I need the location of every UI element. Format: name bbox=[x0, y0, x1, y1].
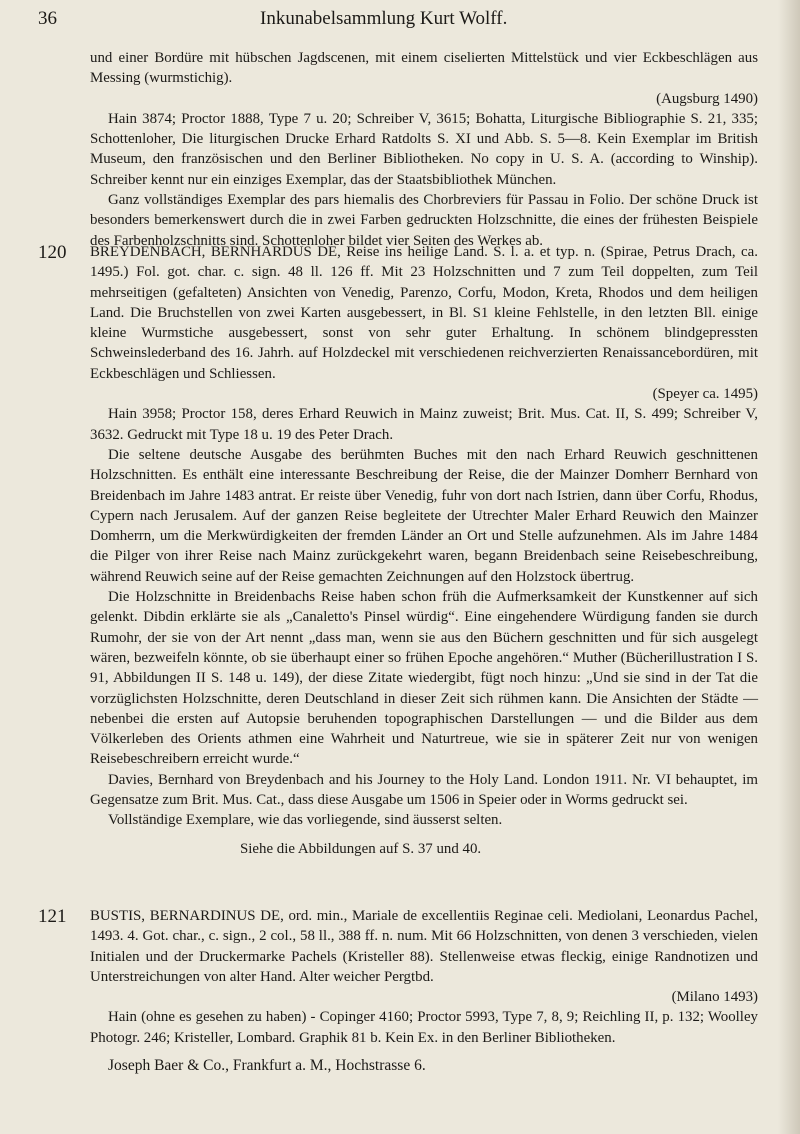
entry-121-references: Hain (ohne es gesehen zu haben) - Copinger 4160; Proctor 5993, Type 7, 8, 9; Reichling II, p. 132; Woolley Photogr. 246; Kristeller, Lombard. Graphik 81 b. Kein Ex. in den Berliner Bibliotheken. bbox=[90, 1009, 758, 1046]
entry-number-120: 120 bbox=[38, 242, 67, 263]
continuation-description: und einer Bordüre mit hübschen Jagdscenen, mit einem ciselierten Mittelstück und vier Eckbeschlägen aus Messing (wurmstichig). bbox=[90, 50, 758, 87]
entry-120-rarity: Vollständige Exemplare, wie das vorliegende, sind äusserst selten. bbox=[108, 812, 503, 829]
entry-120-references: Hain 3958; Proctor 158, deres Erhard Reuwich in Mainz zuweist; Brit. Mus. Cat. II, S. 499; Schreiber V, 3632. Gedruckt mit Type 18 u. 19 des Peter Drach. bbox=[90, 406, 758, 443]
running-head: Inkunabelsammlung Kurt Wolff. bbox=[260, 8, 508, 29]
entry-121-place: (Milano 1493) bbox=[671, 989, 758, 1006]
entry-120-place: (Speyer ca. 1495) bbox=[652, 386, 758, 403]
entry-121 bbox=[90, 906, 758, 1076]
page-number: 36 bbox=[38, 8, 57, 29]
continuation-remarks: Ganz vollständiges Exemplar des pars hiemalis des Chorbreviers für Passau in Folio. Der schöne Druck ist besonders bemerkenswert durch die in zwei Farben gedruckten Holzschnitte, die eines der frühesten Beispiele des Farbenholzschnitts sind. Schottenloher bildet vier Seiten des Werkes ab. bbox=[90, 192, 758, 249]
entry-120-description: BREYDENBACH, BERNHARDUS DE, Reise ins heilige Land. S. l. a. et typ. n. (Spirae, Petrus Drach, ca. 1495.) Fol. got. char. c. sign. 48 ll. 126 ff. Mit 23 Holzschnitten und 7 zum Teil doppelten, zum Teil mehrseitigen (gefalteten) Ansichten von Venedig, Parenzo, Corfu, Modon, Kreta, Rhodos und dem heiligen Land. Die Bruchstellen von zwei Karten ausgebessert, in Bl. S1 kleine Fehlstelle, in den letzten Bll. einige kleine Wurmstiche ausgebessert, sonst von sehr guter Erhaltung. In schönem blindgepressten Schweinslederband des 16. Jahrh. auf Holzdeckel mit verschiedenen reichverzierten Renaissancebordüren, mit Eckbeschlägen und Schliessen. bbox=[90, 244, 758, 382]
entry-120-davies: Davies, Bernhard von Breydenbach and his Journey to the Holy Land. London 1911. Nr. VI behauptet, im Gegensatze zum Brit. Mus. Cat., dass diese Ausgabe um 1506 in Speier oder in Worms gedruckt sei. bbox=[90, 771, 758, 809]
continuation-references: Hain 3874; Proctor 1888, Type 7 u. 20; Schreiber V, 3615; Bohatta, Liturgische Bibliographie S. 21, 335; Schottenloher, Die liturgischen Drucke Erhard Ratdolts S. XI und Abb. S. 5—8. Kein Exemplar im British Museum, den französischen und den Berliner Bibliotheken. No copy in U. S. A. (according to Winship). Schreiber kennt nur ein einziges Exemplar, das der Staatsbibliothek München. bbox=[90, 110, 758, 188]
entry-120 bbox=[90, 242, 758, 859]
entry-120-woodcuts: Die Holzschnitte in Breidenbachs Reise haben schon früh die Aufmerksamkeit der Kunstkenner auf sich gelenkt. Dibdin erklärte sie als „Canaletto's Pinsel würdig“. Eine eingehendere Würdigung fanden sie durch Rumohr, der sie von der Art nennt „dass man, wenn sie aus den Büchern geschnitten und für sich ausgelegt wären, bezweifeln könnte, ob sie überhaupt einer so frühen Epoche angehören.“ Muther (Bücherillustration I S. 91, Abbildungen II S. 148 u. 149), der diese Zitate wiedergibt, fügt noch hinzu: „Und sie sind in der Tat die vorzüglichsten Holzschnitte, deren Deutschland in dieser Zeit sich rühmen kann. Die Ansichten der Städte — nebenbei die ersten auf Autopsie beruhenden topographischen Darstellungen — und die Bilder aus dem Völkerleben des Orients athmen eine Wahrheit und Naturtreue, wie sie in späterer Zeit nur von wenigen Reisebeschreibern erreicht wurde.“ bbox=[90, 589, 758, 768]
publisher-footer: Joseph Baer & Co., Frankfurt a. M., Hochstrasse 6. bbox=[108, 1057, 426, 1075]
entry-120-see-illustrations: Siehe die Abbildungen auf S. 37 und 40. bbox=[240, 840, 482, 857]
page-edge-shadow bbox=[778, 0, 800, 1134]
entry-120-history: Die seltene deutsche Ausgabe des berühmten Buches mit den nach Erhard Reuwich geschnittenen Holzschnitten. Es enthält eine interessante Beschreibung der Reise, die der Mainzer Domherr Bernhard von Breidenbach im Jahre 1483 antrat. Er reiste über Venedig, fuhr von dort nach Istrien, dann über Corfu, Rhodus, Cypern nach Jerusalem. Auf der ganzen Reise begleitete der Utrechter Maler Erhard Reuwich den Mainzer Domherrn, um die Merkwürdigkeiten der fremden Länder an Ort und Stelle aufzunehmen. Als im Jahre 1484 die Pilger von ihrer Reise nach Mainz zurückgekehrt waren, begann Breidenbach seine Reisebeschreibung, während Reuwich seine auf der Reise gemachten Zeichnungen auf den Holzstock übertrug. bbox=[90, 446, 758, 585]
entry-number-121: 121 bbox=[38, 906, 67, 927]
entry-121-description: BUSTIS, BERNARDINUS DE, ord. min., Mariale de excellentiis Reginae celi. Mediolani, Leonardus Pachel, 1493. 4. Got. char., c. sign., 2 col., 58 ll., 388 ff. n. num. Mit 66 Holzschnitten, von denen 3 verschieden, vielen Initialen und der Druckermarke Pachels (Kristeller 88). Stellenweise etwas fleckig, einige Randnotizen und Unterstreichungen von alter Hand. Alter weicher Pergtbd. bbox=[90, 908, 758, 985]
continuation-place: (Augsburg 1490) bbox=[656, 90, 758, 107]
continuation-block bbox=[90, 48, 758, 251]
